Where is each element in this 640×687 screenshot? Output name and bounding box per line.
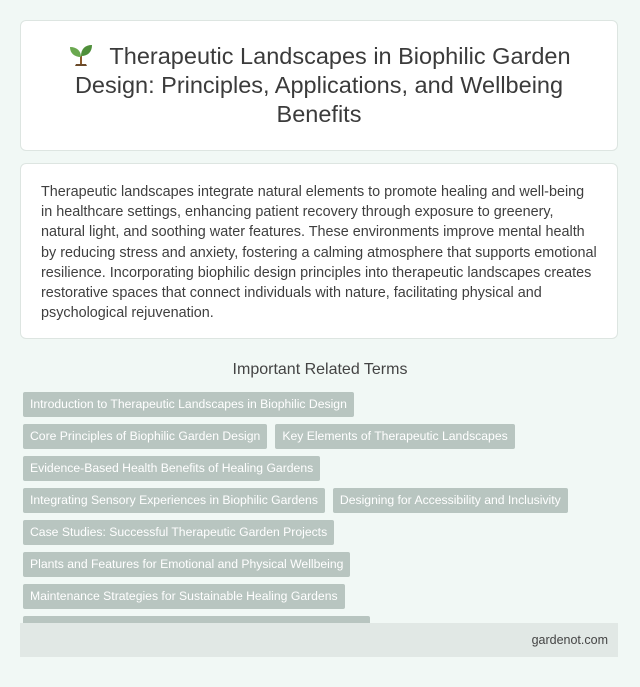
footer-site-link[interactable]: gardenot.com	[531, 633, 608, 647]
footer	[20, 623, 618, 657]
related-terms-list	[23, 392, 603, 641]
related-term-tag[interactable]: Designing for Accessibility and Inclusivity	[333, 488, 568, 513]
related-term-tag[interactable]: Maintenance Strategies for Sustainable Healing Gardens	[23, 584, 345, 609]
seedling-icon	[67, 43, 95, 67]
related-term-tag[interactable]: Key Elements of Therapeutic Landscapes	[275, 424, 514, 449]
summary-card	[20, 163, 618, 339]
related-term-tag[interactable]: Core Principles of Biophilic Garden Design	[23, 424, 267, 449]
related-term-tag[interactable]: Plants and Features for Emotional and Physical Wellbeing	[23, 552, 350, 577]
page-title	[61, 42, 577, 129]
related-term-tag[interactable]: Integrating Sensory Experiences in Biophilic Gardens	[23, 488, 325, 513]
related-terms-heading: Important Related Terms	[232, 361, 408, 378]
summary-text: Therapeutic landscapes integrate natural elements to promote healing and well-being in healthcare settings, enhancing patient recovery through exposure to greenery, natural light, and soothing water features. These environments improve mental health by reducing stress and anxiety, fostering a calming atmosphere that supports emotional resilience. Incorporating biophilic design principles into therapeutic landscapes creates restorative spaces that connect individuals with nature, facilitating physical and psychological rejuvenation.	[41, 184, 597, 322]
related-term-tag[interactable]: Introduction to Therapeutic Landscapes in Biophilic Design	[23, 392, 354, 417]
title-card	[20, 20, 618, 151]
related-term-tag[interactable]: Case Studies: Successful Therapeutic Garden Projects	[23, 520, 334, 545]
related-term-tag[interactable]: Evidence-Based Health Benefits of Healing Gardens	[23, 456, 320, 481]
page-title-text: Therapeutic Landscapes in Biophilic Garden Design: Principles, Applications, and Wellbeing Benefits	[74, 43, 571, 127]
